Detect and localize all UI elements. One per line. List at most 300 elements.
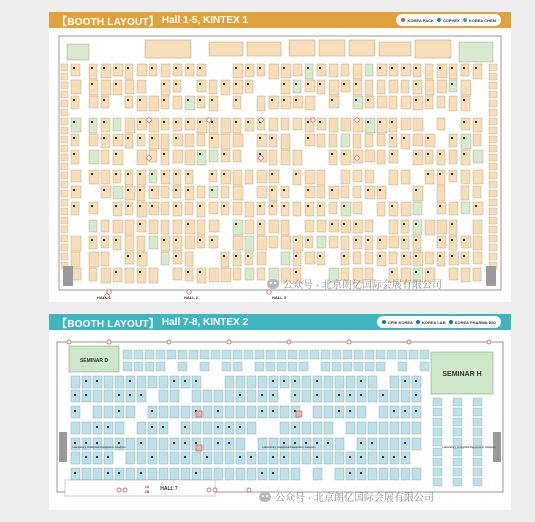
booth-marker (187, 121, 189, 123)
booth (126, 452, 135, 464)
booth (401, 422, 410, 434)
bottom-logo-row (377, 316, 501, 328)
booth (299, 362, 308, 371)
booth (368, 390, 377, 402)
booth (473, 418, 482, 426)
side-booth (489, 253, 497, 260)
booth (280, 406, 289, 418)
booth (293, 80, 301, 93)
booth-marker (259, 223, 261, 225)
booth (437, 64, 447, 78)
bottom-floor-plan-panel (49, 314, 511, 510)
side-booth (489, 172, 497, 179)
booth (437, 170, 445, 185)
booth (161, 236, 170, 251)
booth (389, 96, 397, 109)
booth (113, 236, 121, 250)
booth (185, 268, 193, 281)
booth (321, 350, 330, 359)
booth-marker (73, 137, 75, 139)
booth (123, 362, 132, 371)
booth (269, 202, 277, 215)
booth (329, 186, 339, 199)
booth (203, 438, 212, 450)
booth-marker (294, 394, 296, 396)
booth (453, 408, 462, 416)
booth-marker (403, 137, 405, 139)
booth (125, 252, 134, 264)
booth (247, 406, 256, 418)
booth (305, 170, 315, 184)
booth (161, 202, 169, 215)
booth-marker (73, 205, 75, 207)
entrance-icon (107, 290, 111, 294)
booth (181, 468, 190, 480)
booth (353, 220, 363, 233)
booth (353, 96, 363, 109)
booth (257, 268, 265, 280)
booth (425, 170, 434, 184)
side-booth (61, 109, 68, 116)
booth (293, 96, 303, 108)
booth (209, 96, 218, 111)
booth (377, 64, 387, 76)
booth-marker (187, 173, 189, 175)
booth (365, 220, 373, 232)
booth-marker (139, 255, 141, 257)
booth-marker (118, 442, 120, 444)
top-floor-plan-panel (49, 12, 511, 302)
booth (329, 80, 339, 95)
booth (376, 362, 385, 371)
booth-marker (319, 121, 321, 123)
booth-marker (319, 83, 321, 85)
booth (281, 252, 290, 265)
hall-label: HALL 3 (272, 295, 286, 300)
entrance-icon (227, 340, 231, 344)
booth (161, 64, 170, 77)
service-room (289, 40, 315, 56)
booth (390, 390, 399, 402)
booth (244, 350, 253, 359)
service-room (459, 42, 493, 62)
booth-marker (199, 67, 201, 69)
side-booth (61, 64, 68, 71)
booth (461, 150, 470, 165)
side-booth (489, 226, 497, 233)
booth (148, 468, 157, 480)
booth (329, 134, 337, 147)
booth-marker (211, 137, 213, 139)
booth (379, 438, 388, 450)
booth-marker (463, 137, 465, 139)
booth (305, 252, 315, 264)
booth (71, 64, 80, 76)
booth (236, 376, 245, 388)
booth (420, 362, 429, 371)
booth (413, 150, 423, 165)
booth (71, 96, 79, 109)
booth (346, 422, 355, 434)
booth-marker (427, 99, 429, 101)
booth (233, 170, 242, 185)
booth (401, 252, 411, 265)
booth (357, 422, 366, 434)
booth-marker (211, 189, 213, 191)
booth (233, 80, 243, 94)
booth (365, 350, 374, 359)
booth-marker (199, 239, 201, 241)
booth-marker (151, 137, 153, 139)
booth-marker (107, 472, 109, 474)
booth-marker (360, 380, 362, 382)
booth (335, 452, 344, 464)
booth-marker (451, 223, 453, 225)
booth-marker (403, 255, 405, 257)
booth (425, 64, 433, 79)
booth (159, 438, 168, 450)
booth (387, 350, 396, 359)
booth (368, 376, 377, 388)
booth-marker (163, 153, 165, 155)
booth (71, 236, 81, 251)
booth (280, 422, 289, 434)
booth-marker (295, 99, 297, 101)
booth (245, 220, 254, 234)
booth (332, 362, 341, 371)
booth-marker (415, 83, 417, 85)
booth (101, 252, 109, 266)
booth (245, 252, 253, 265)
booth (281, 186, 289, 198)
booth-marker (463, 99, 465, 101)
side-booth (61, 244, 68, 251)
booth-marker (127, 99, 129, 101)
entrance-icon (247, 488, 251, 492)
booth (377, 202, 385, 216)
booth-marker (415, 223, 417, 225)
booth (236, 438, 245, 450)
booth (433, 468, 442, 476)
booth (365, 362, 374, 371)
booth (377, 186, 386, 199)
booth (335, 438, 344, 450)
booth (390, 468, 399, 480)
booth-marker (91, 83, 93, 85)
booth (93, 468, 102, 480)
booth (197, 134, 205, 146)
side-booth (489, 109, 497, 116)
booth (209, 170, 217, 182)
booth (197, 186, 205, 198)
booth (269, 64, 279, 79)
booth-marker (427, 271, 429, 273)
booth-marker (175, 173, 177, 175)
booth (341, 252, 349, 265)
side-booth (489, 64, 497, 71)
booth (461, 252, 469, 264)
booth (461, 96, 470, 111)
booth-marker (199, 271, 201, 273)
booth-marker (151, 456, 153, 458)
booth-marker (151, 67, 153, 69)
booth-marker (223, 83, 225, 85)
booth (89, 96, 98, 108)
booth (192, 390, 201, 402)
side-booth (61, 100, 68, 107)
booth (214, 390, 223, 402)
booth-marker (175, 239, 177, 241)
booth-marker (295, 239, 297, 241)
booth (173, 96, 182, 109)
booth (409, 350, 418, 359)
booth (197, 150, 206, 165)
booth-marker (349, 472, 351, 474)
booth (302, 422, 311, 434)
booth-marker (379, 239, 381, 241)
booth (125, 96, 133, 108)
booth-marker (199, 153, 201, 155)
booth-marker (175, 67, 177, 69)
booth-marker (272, 472, 274, 474)
booth (137, 202, 147, 217)
booth (125, 202, 133, 215)
side-booth (61, 208, 68, 215)
booth (89, 202, 98, 214)
booth (149, 170, 157, 183)
booth-marker (127, 205, 129, 207)
booth-marker (404, 410, 406, 412)
booth (89, 134, 98, 146)
service-room (145, 40, 191, 58)
booth-marker (391, 153, 393, 155)
booth-marker (355, 99, 357, 101)
booth-marker (187, 99, 189, 101)
booth-marker (391, 137, 393, 139)
booth-marker (307, 239, 309, 241)
booth (453, 428, 462, 436)
top-banner-title: Hall 1-5, KINTEX 1 (161, 14, 249, 26)
booth-marker (118, 472, 120, 474)
side-booth (61, 73, 68, 80)
booth-marker (103, 67, 105, 69)
booth (137, 80, 146, 93)
booth (159, 390, 168, 402)
booth (473, 202, 483, 215)
booth (161, 96, 169, 109)
booth (343, 362, 352, 371)
booth (377, 118, 387, 133)
booth-marker (228, 442, 230, 444)
entrance-icon (147, 118, 151, 122)
booth (354, 362, 363, 371)
booth (134, 362, 143, 371)
booth (203, 468, 212, 480)
booth-marker (404, 442, 406, 444)
booth (161, 134, 169, 149)
booth-marker (451, 83, 453, 85)
booth-marker (283, 205, 285, 207)
booth (293, 202, 301, 216)
booth-marker (115, 137, 117, 139)
booth-marker (316, 442, 318, 444)
booth-marker (360, 472, 362, 474)
booth (203, 422, 212, 434)
booth (401, 134, 410, 149)
booth-marker (391, 205, 393, 207)
booth-marker (391, 271, 393, 273)
booth (200, 350, 209, 359)
booth (413, 236, 421, 251)
booth (113, 186, 123, 199)
entrance-icon (167, 340, 171, 344)
booth (329, 220, 339, 232)
booth (449, 236, 457, 250)
booth-marker (283, 189, 285, 191)
booth (412, 438, 421, 450)
logo-cphi-korea: CPHI KOREA (382, 320, 413, 325)
booth (209, 202, 218, 214)
booth (449, 170, 457, 182)
booth (149, 202, 159, 215)
section-label: Laboratory, Analytical Equipment, Analysis (262, 446, 316, 449)
hall-number: 2B (144, 490, 150, 494)
booth (449, 220, 457, 235)
side-booth (489, 100, 497, 107)
booth (173, 186, 181, 198)
booth (293, 236, 303, 251)
booth (313, 422, 322, 434)
booth-marker (261, 394, 263, 396)
booth (137, 220, 146, 232)
booth (161, 220, 169, 234)
booth-marker (343, 255, 345, 257)
booth-marker (271, 189, 273, 191)
booth-marker (379, 67, 381, 69)
booth (269, 134, 277, 147)
booth (185, 236, 195, 249)
booth-marker (91, 173, 93, 175)
booth-marker (415, 271, 417, 273)
service-room (209, 42, 243, 56)
booth (277, 350, 286, 359)
service-room (67, 44, 89, 60)
booth (222, 362, 231, 371)
booth-marker (319, 255, 321, 257)
booth (161, 118, 169, 130)
booth-marker (139, 121, 141, 123)
booth-marker (107, 426, 109, 428)
bottom-floor-map (49, 332, 511, 510)
booth (433, 418, 442, 426)
booth (453, 458, 462, 466)
booth (89, 150, 99, 164)
booth (221, 150, 230, 162)
booth-marker (223, 255, 225, 257)
booth-marker (140, 442, 142, 444)
booth (437, 150, 445, 165)
booth-marker (307, 137, 309, 139)
booth-marker (199, 99, 201, 101)
booth-marker (184, 456, 186, 458)
booth (324, 390, 333, 402)
booth-marker (439, 255, 441, 257)
booth (389, 220, 398, 234)
booth-marker (355, 239, 357, 241)
booth-marker (272, 380, 274, 382)
booth-marker (427, 173, 429, 175)
booth (437, 202, 446, 214)
booth (335, 468, 344, 480)
booth-marker (250, 456, 252, 458)
booth-marker (305, 442, 307, 444)
booth-marker (184, 426, 186, 428)
booth (233, 150, 241, 162)
booth (247, 376, 256, 388)
logo-korea-pack: KOREA PACK (401, 18, 433, 23)
booth (365, 236, 373, 250)
booth-marker (115, 271, 117, 273)
booth (293, 170, 301, 185)
booth (390, 422, 399, 434)
booth (353, 186, 361, 198)
booth (101, 118, 110, 132)
side-booth (61, 136, 68, 143)
booth (245, 80, 253, 93)
booth (125, 170, 133, 185)
booth (332, 350, 341, 359)
booth (437, 118, 445, 130)
booth (329, 150, 337, 165)
booth-marker (271, 205, 273, 207)
booth-marker (223, 173, 225, 175)
booth-marker (360, 442, 362, 444)
booth-marker (403, 67, 405, 69)
booth (113, 170, 121, 183)
booth (233, 202, 242, 215)
booth (209, 220, 219, 232)
booth-marker (427, 137, 429, 139)
booth (302, 452, 311, 464)
booth (413, 118, 423, 131)
booth (137, 96, 147, 111)
booth-marker (463, 255, 465, 257)
booth (93, 390, 102, 402)
booth (365, 118, 375, 133)
booth (341, 150, 351, 165)
booth-marker (206, 456, 208, 458)
booth-marker (115, 67, 117, 69)
booth (203, 390, 212, 402)
booth (225, 376, 234, 388)
booth (473, 220, 482, 234)
booth-marker (451, 67, 453, 69)
booth-marker (127, 67, 129, 69)
booth-marker (294, 380, 296, 382)
side-booth (489, 181, 497, 188)
booth-marker (235, 121, 237, 123)
booth (341, 236, 349, 250)
booth (71, 202, 79, 215)
booth-marker (74, 394, 76, 396)
booth (341, 202, 351, 216)
booth-marker (91, 239, 93, 241)
booth (433, 428, 442, 436)
booth-marker (382, 394, 384, 396)
booth-marker (391, 121, 393, 123)
booth (137, 118, 147, 130)
booth-marker (175, 137, 177, 139)
